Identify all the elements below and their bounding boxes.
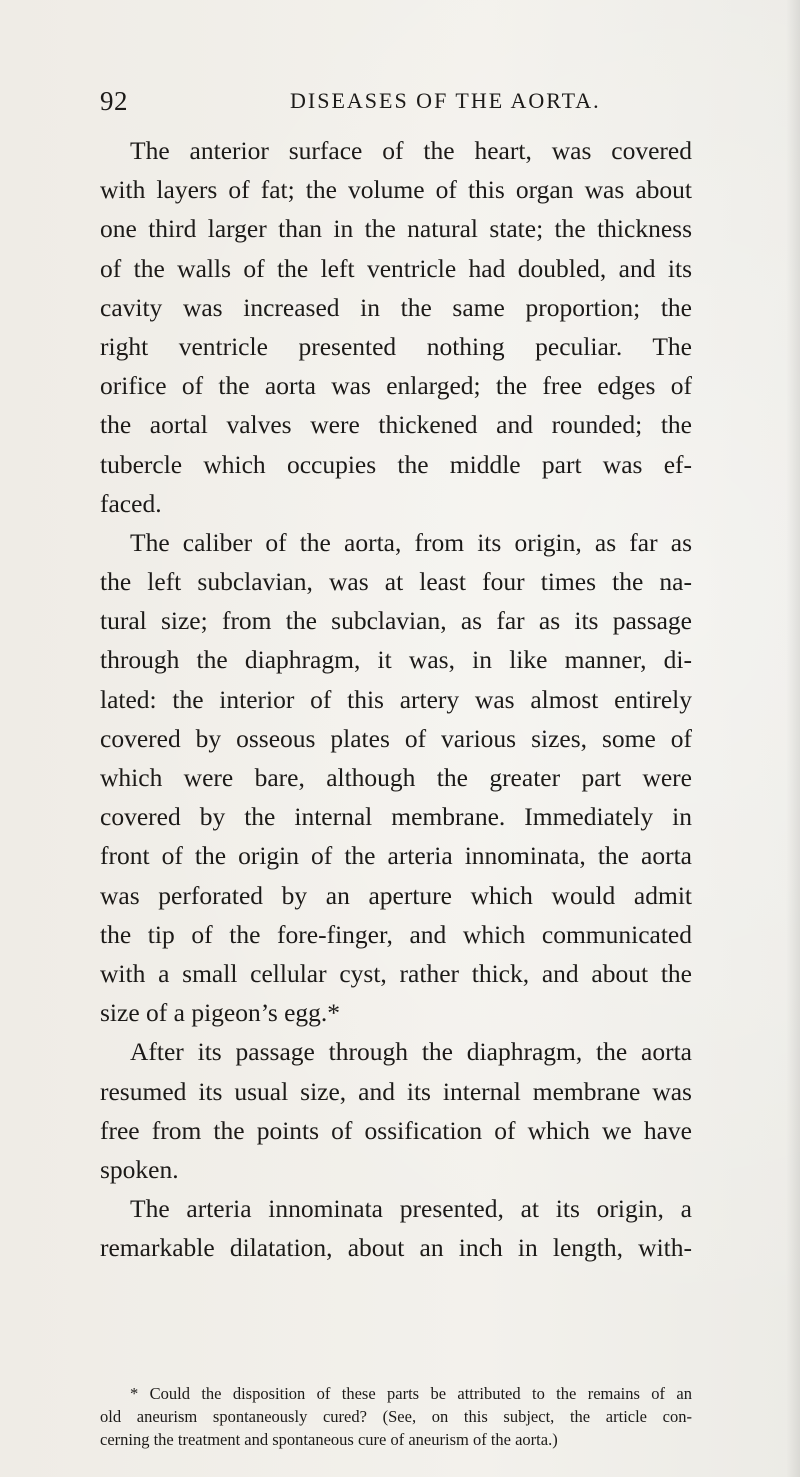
body-text — [100, 131, 692, 1267]
text-line: front of the origin of the arteria innominata, the aorta — [100, 841, 692, 871]
text-line: covered by osseous plates of various sizes, some of — [100, 723, 692, 753]
text-line: faced. — [100, 488, 162, 518]
text-line: the aortal valves were thickened and rounded; the — [100, 410, 692, 440]
text-line: right ventricle presented nothing peculiar. The — [100, 331, 692, 361]
text-line: resumed its usual size, and its internal membrane was — [100, 1076, 692, 1106]
text-line: free from the points of ossification of which we have — [100, 1115, 692, 1145]
text-line: with a small cellular cyst, rather thick, and about the — [100, 958, 692, 988]
text-line: remarkable dilatation, about an inch in length, with- — [100, 1233, 692, 1263]
text-line: After its passage through the diaphragm, the aorta — [130, 1037, 692, 1067]
text-line: with layers of fat; the volume of this organ was about — [100, 175, 692, 205]
text-line: The anterior surface of the heart, was covered — [130, 136, 692, 165]
text-line: tubercle which occupies the middle part was ef- — [100, 449, 692, 479]
text-line: which were bare, although the greater part were — [100, 763, 692, 792]
text-line: tural size; from the subclavian, as far as its passage — [100, 606, 692, 636]
running-title: DISEASES OF THE AORTA. — [290, 88, 601, 113]
text-line: the left subclavian, was at least four times the na- — [100, 567, 692, 597]
text-line: through the diaphragm, it was, in like manner, di- — [100, 645, 692, 675]
footnote — [100, 1382, 692, 1451]
text-line: one third larger than in the natural state; the thickness — [100, 214, 692, 244]
text-line: size of a pigeon’s egg.* — [100, 998, 341, 1028]
footnote-line: * Could the disposition of these parts be attributed to the remains of an — [130, 1384, 692, 1403]
text-line: orifice of the aorta was enlarged; the free edges of — [100, 371, 692, 401]
footnote-line: cerning the treatment and spontaneous cure of aneurism of the aorta.) — [100, 1430, 558, 1449]
text-line: of the walls of the left ventricle had doubled, and its — [100, 253, 692, 283]
text-line: the tip of the fore-finger, and which communicated — [100, 919, 692, 949]
text-line: The arteria innominata presented, at its origin, a — [130, 1194, 692, 1224]
text-line: was perforated by an aperture which would admit — [100, 880, 692, 910]
text-line: spoken. — [100, 1154, 179, 1184]
text-line: cavity was increased in the same proportion; the — [100, 292, 692, 322]
text-line: lated: the interior of this artery was almost entirely — [100, 684, 692, 714]
page-edge-shadow — [786, 0, 800, 1477]
text-line: covered by the internal membrane. Immediately in — [100, 802, 692, 832]
page-header — [100, 86, 660, 126]
footnote-line: old aneurism spontaneously cured? (See, on this subject, the article con- — [100, 1407, 692, 1426]
page-number: 92 — [100, 86, 128, 116]
text-line: The caliber of the aorta, from its origin, as far as — [130, 527, 692, 557]
